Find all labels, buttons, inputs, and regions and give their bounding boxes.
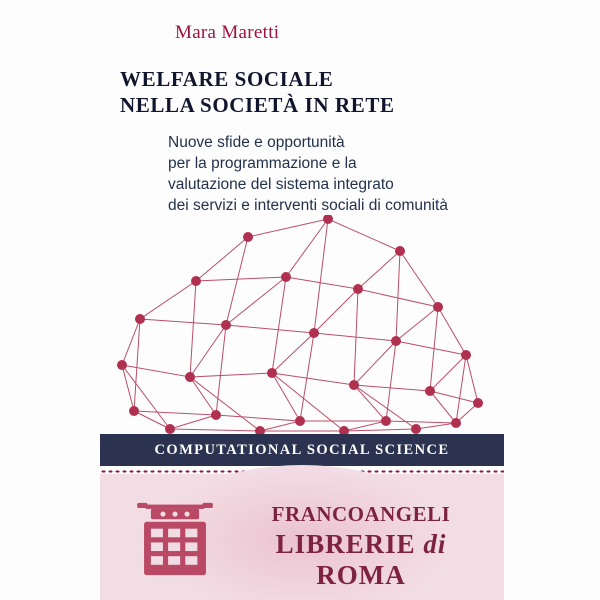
publisher-subtitle-a: LIBRERIE <box>275 529 424 559</box>
subtitle-line-3: valutazione del sistema integrato <box>168 176 394 193</box>
network-edges <box>122 219 478 431</box>
series-title: COMPUTATIONAL SOCIAL SCIENCE <box>154 441 450 458</box>
publisher-subtitle-b: di <box>423 529 447 559</box>
subtitle-line-4: dei servizi e interventi sociali di comunità <box>168 197 448 214</box>
network-dome-illustration <box>100 215 500 445</box>
title-line-2: NELLA SOCIETÀ IN RETE <box>120 93 395 117</box>
title-line-1: WELFARE SOCIALE <box>120 67 334 91</box>
publisher-text <box>228 502 494 591</box>
series-band <box>100 434 504 466</box>
subtitle-block <box>168 132 588 216</box>
publisher-name: FRANCOANGELI <box>271 502 451 526</box>
subtitle-line-2: per la programmazione e la <box>168 155 357 172</box>
publisher-stamp <box>100 474 504 600</box>
network-graphic-svg <box>100 215 500 445</box>
publisher-subtitle-c: ROMA <box>316 560 406 590</box>
bookshop-stamp-icon <box>132 496 218 582</box>
network-nodes <box>117 215 483 436</box>
publisher-subtitle <box>228 529 494 591</box>
title-block <box>120 66 540 118</box>
author-name: Mara Maretti <box>175 22 280 43</box>
subtitle-line-1: Nuove sfide e opportunità <box>168 134 345 151</box>
